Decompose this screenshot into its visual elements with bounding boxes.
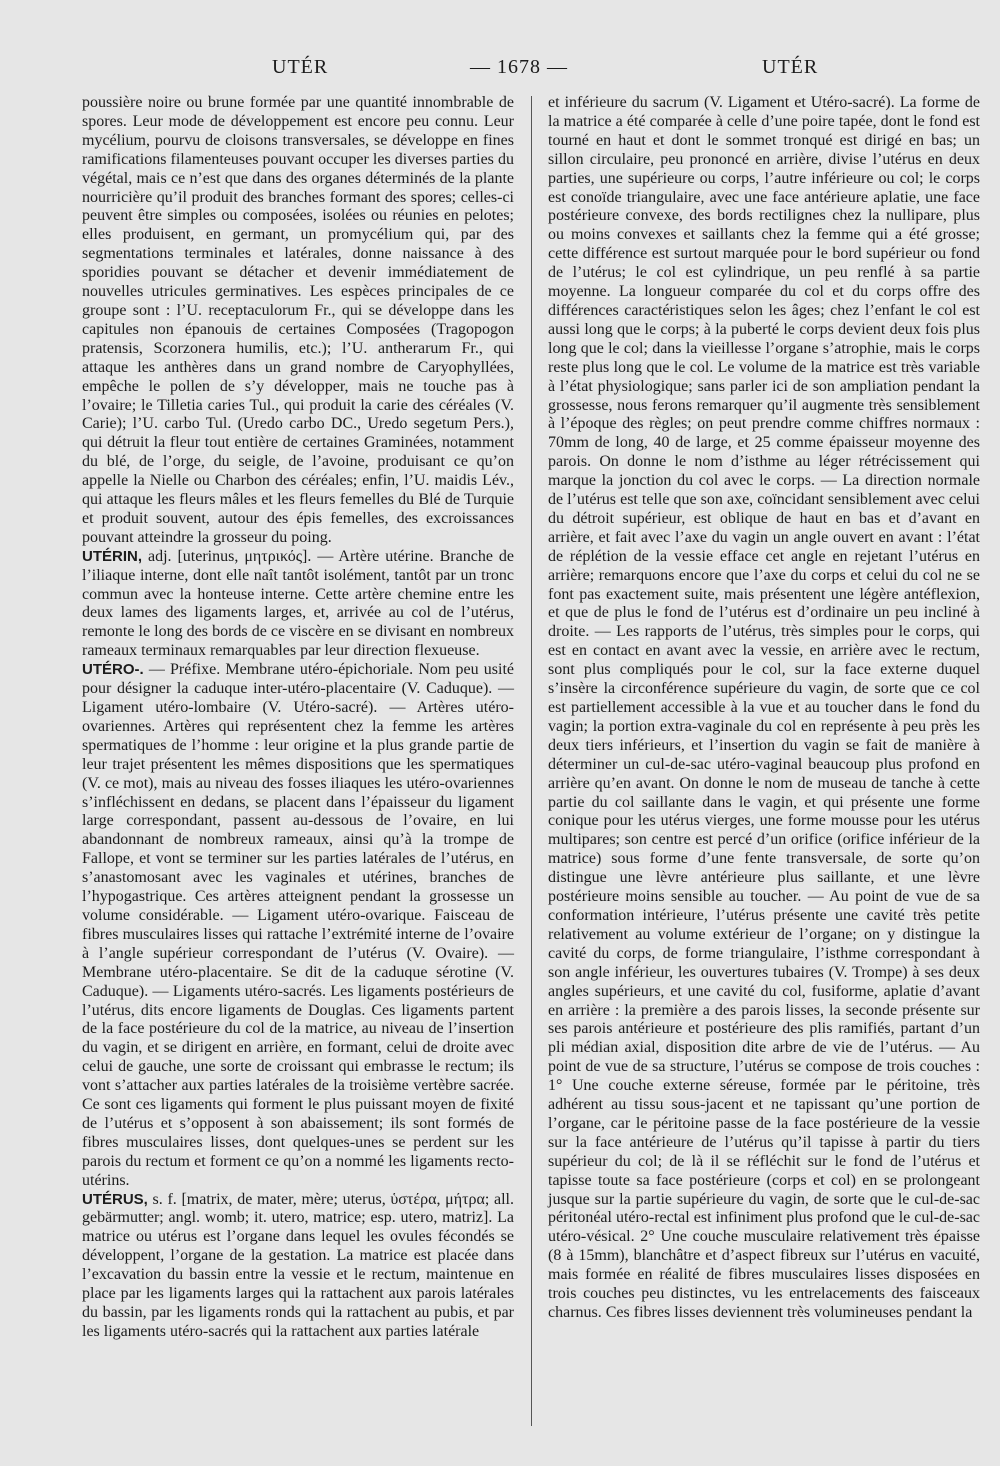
running-header xyxy=(0,56,1000,96)
entry-text: adj. [uterinus, μητρικός]. — Artère utérine. Branche de l’iliaque interne, dont elle naît tantôt isolément, tantôt par un tronc commun avec la honteuse interne. Cette artère chemine entre les deux lames des ligaments larges, et, arrivée au col de l’utérus, remonte le long des bords de ce viscère en se divisant en nombreux rameaux terminaux remarquables par leur direction flexueuse. xyxy=(82,547,514,660)
header-left-guide-word: UTÉR xyxy=(272,56,329,78)
entry-utero xyxy=(82,661,514,1190)
entry-continuation xyxy=(82,94,514,548)
entry-uterus-continued xyxy=(548,94,980,1323)
headword: UTÉRUS, xyxy=(82,1190,148,1208)
left-column xyxy=(82,94,514,1342)
header-right-guide-word: UTÉR xyxy=(762,56,819,78)
page-number: — 1678 — xyxy=(470,56,568,78)
entry-text: s. f. [matrix, de mater, mère; uterus, ὑστέρα, μήτρα; all. gebärmutter; angl. womb; it. utero, matrice; esp. utero, matriz]. La matrice ou utérus est l’organe dans lequel les ovules fécondés se développent, l’organe de la gestation. La matrice est placée dans l’excavation du bassin entre la vessie et le rectum, maintenue en place par les ligaments larges qui la rattachent aux parois latérales du bassin, par les ligaments ronds qui la rattachent au pubis, et par les ligaments utéro-sacrés qui la rattachent aux parties latérale xyxy=(82,1190,514,1340)
headword: UTÉRIN, xyxy=(82,547,142,565)
entry-text: poussière noire ou brune formée par une quantité innombrable de spores. Leur mode de développement est encore peu connu. Leur mycélium, pourvu de cloisons transversales, se développe en fines ramifications filamenteuses pouvant occuper les diverses parties du végétal, mais ce n’est que dans des organes déterminés de la plante nourricière qu’il produit des branches formant des spores; celles-ci peuvent être simples ou composées, isolées ou réunies en pelotes; elles produisent, en germant, un promycélium qui, par des segmentations terminales et latérales, donne naissance à des sporidies pouvant se détacher et devenir immédiatement de nouvelles utricules germinatives. Les espèces principales de ce groupe sont : l’U. receptaculorum Fr., qui se développe dans les capitules non épanouis de certaines Composées (Tragopogon pratensis, Scorzonera humilis, etc.); l’U. antherarum Fr., qui attaque les anthères dans un grand nombre de Caryophyllées, empêche le pollen de s’y développer, mais ne touche pas à l’ovaire; le Tilletia caries Tul., qui produit la carie des céréales (V. Carie); l’U. carbo Tul. (Uredo carbo DC., Uredo segetum Pers.), qui détruit la fleur tout entière de certaines Graminées, notamment du blé, de l’orge, du seigle, de l’avoine, produisant ce qu’on appelle la Nielle ou Charbon des céréales; enfin, l’U. maidis Lév., qui attaque les fleurs mâles et les fleurs femelles du Blé de Turquie et produit souvent, autour des épis femelles, des excroissances pouvant atteindre la grosseur du poing. xyxy=(82,94,514,546)
column-divider xyxy=(531,96,532,1426)
entry-text: — Préfixe. Membrane utéro-épichoriale. Nom peu usité pour désigner la caduque inter-utéro-placentaire (V. Caduque). — Ligament utéro-lombaire (V. Utéro-sacré). — Artères utéro-ovariennes. Artères qui représentent chez la femme les artères spermatiques de l’homme : leur origine et la plus grande partie de leur trajet présentent les mêmes dispositions que les spermatiques (V. ce mot), mais au niveau des fosses iliaques les utéro-ovariennes s’infléchissent en dedans, se placent dans l’épaisseur du ligament large correspondant, passent au-dessous de l’ovaire, en lui abandonnant de nombreux rameaux, ainsi qu’à la trompe de Fallope, et vont se terminer sur les parties latérales de l’utérus, en s’anastomosant avec les vaginales et utérines, branches de l’hypogastrique. Ces artères atteignent pendant la grossesse un volume considérable. — Ligament utéro-ovarique. Faisceau de fibres musculaires lisses qui rattache l’extrémité interne de l’ovaire à l’angle supérieur correspondant de l’utérus (V. Ovaire). — Membrane utéro-placentaire. Se dit de la caduque sérotine (V. Caduque). — Ligaments utéro-sacrés. Les ligaments postérieurs de l’utérus, dits encore ligaments de Douglas. Ces ligaments partent de la face postérieure du col de la matrice, au niveau de l’insertion du vagin, et se dirigent en arrière, en formant, celui de droite avec celui de gauche, une sorte de croissant qui embrasse le rectum; ils vont s’attacher aux parties latérales de la troisième vertèbre sacrée. Ce sont ces ligaments qui forment le plus puissant moyen de fixité de l’utérus et s’opposent à son abaissement; ils sont formés de fibres musculaires lisses, dont quelques-unes se perdent sur les parois du rectum et forment ce qu’on a nommé les ligaments recto-utérins. xyxy=(82,661,514,1189)
right-column xyxy=(548,94,980,1323)
entry-uterin xyxy=(82,548,514,661)
entry-text: et inférieure du sacrum (V. Ligament et Utéro-sacré). La forme de la matrice a été comparée à celle d’une poire tapée, dont le fond est tourné en haut et dont le sommet tronqué est dirigé en bas; un sillon circulaire, peu prononcé en arrière, divise l’utérus en deux parties, une supérieure ou corps, l’autre inférieure ou col; le corps est conoïde triangulaire, avec une face antérieure aplatie, une face postérieure convexe, des bords rectilignes chez la nullipare, plus ou moins convexes et saillants chez la femme qui a été grosse; cette différence est surtout marquée pour le bord supérieur ou fond de l’utérus; le col est cylindrique, un peu renflé à sa partie moyenne. La longueur comparée du col et du corps offre des différences caractéristiques selon les âges; chez l’enfant le col est aussi long que le corps; à la puberté le corps devient deux fois plus long que le col; dans la vieillesse l’organe s’atrophie, mais le corps reste plus long que le col. Le volume de la matrice est très variable à l’état physiologique; sans parler ici de son ampliation pendant la grossesse, nous ferons remarquer qu’il augmente très sensiblement à l’époque des règles; on peut prendre comme chiffres normaux : 70mm de long, 40 de large, et 25 comme épaisseur moyenne des parois. On donne le nom d’isthme au léger rétrécissement qui marque la jonction du col avec le corps. — La direction normale de l’utérus est telle que son axe, coïncidant sensiblement avec celui du détroit supérieur, est oblique de haut en bas et d’avant en arrière, et fait avec l’axe du vagin un angle ouvert en avant : l’état de réplétion de la vessie efface cet angle en rejetant l’utérus en arrière; remarquons encore que l’axe du corps et celui du col ne se font pas exactement suite, mais présentent une légère antéflexion, et que de plus le fond de l’utérus est d’ordinaire un peu incliné à droite. — Les rapports de l’utérus, très simples pour le corps, qui est en contact en avant avec la vessie, en arrière avec le rectum, sont plus compliqués pour le col, sur la face externe duquel s’insère la circonférence supérieure du vagin, de sorte que ce col est partiellement accessible à la vue et au toucher dans le fond du vagin; la portion extra-vaginale du col en représente à peu près les deux tiers inférieurs, et l’insertion du vagin se fait de manière à déterminer un cul-de-sac utéro-vaginal beaucoup plus profond en arrière qu’en avant. On donne le nom de museau de tanche à cette partie du col saillante dans le vagin, et qui présente une forme conique pour les utérus vierges, une forme mousse pour les utérus multipares; son centre est percé d’un orifice (orifice inférieur de la matrice) sous forme d’une fente transversale, de sorte qu’on distingue une lèvre antérieure plus saillante, et une lèvre postérieure moins sensible au toucher. — Au point de vue de sa conformation intérieure, l’utérus présente une cavité très petite relativement au volume extérieur de l’organe; on y distingue la cavité du corps, de forme triangulaire, l’isthme correspondant à son angle inférieur, les ouvertures tubaires (V. Trompe) à ses deux angles supérieurs, et une cavité du col, fusiforme, aplatie d’avant en arrière : la première a des parois lisses, la seconde présente sur ses parois antérieure et postérieure des plis ramifiés, partant d’un pli médian axial, disposition dite arbre de vie de l’utérus. — Au point de vue de sa structure, l’utérus se compose de trois couches : 1° Une couche externe séreuse, formée par le péritoine, très adhérent au tissu sous-jacent et ne tapissant qu’une portion de l’organe, car le péritoine passe de la face postérieure de la vessie sur la face antérieure de l’utérus qu’il tapisse à partir du tiers supérieur du col; de là il se réfléchit sur le fond de l’utérus et tapisse toute sa face postérieure (corps et col) en se prolongeant jusque sur la partie supérieure du vagin, de sorte que le cul-de-sac péritonéal utéro-rectal est infiniment plus profond que le cul-de-sac utéro-vésical. 2° Une couche musculaire relativement très épaisse (8 à 15mm), blanchâtre et d’aspect fibreux sur l’utérus en vacuité, mais formée en réalité de fibres musculaires lisses disposées en trois couches peu distinctes, vu les entrelacements des faisceaux charnus. Ces fibres lisses deviennent très volumineuses pendant la xyxy=(548,94,980,1321)
entry-uterus xyxy=(82,1191,514,1342)
headword: UTÉRO-. xyxy=(82,661,144,679)
